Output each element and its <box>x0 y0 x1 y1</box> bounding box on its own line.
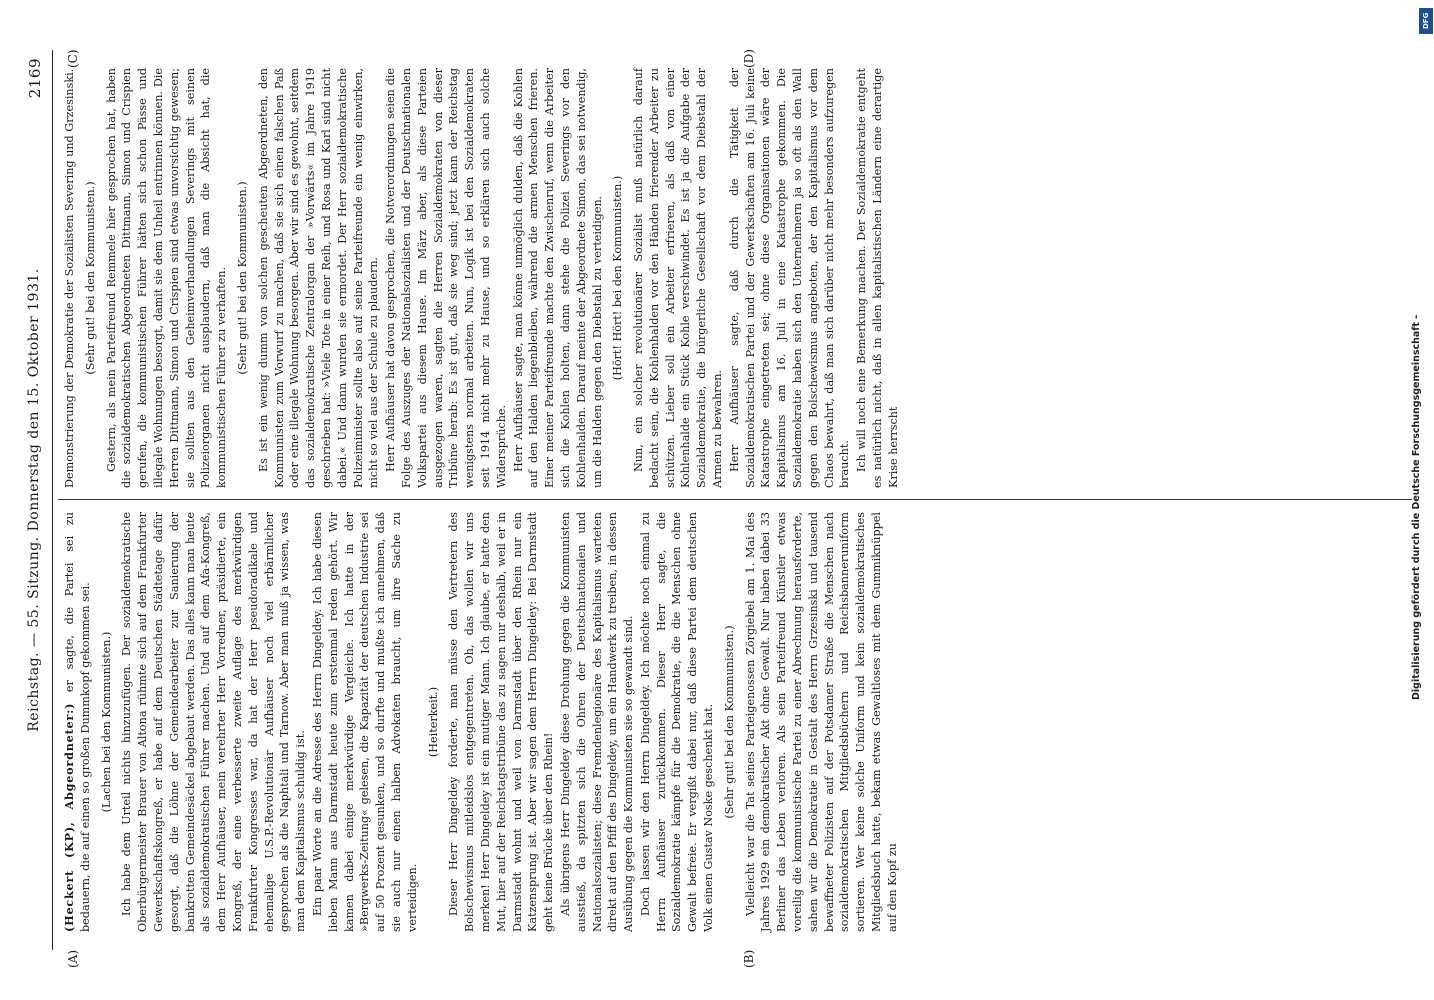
page-number: 2169 <box>26 58 44 99</box>
paragraph <box>511 68 606 488</box>
paragraph-text: Dieser Herr Dingeldey forderte, man müsse den Vertretern des Bolschewismus mitleidslos entgegentreten. Oh, das wollen wir uns merken! Herr Dingeldey ist ein mutiger Mann. Ich glaube, er hatte den Mut, hier auf der Reichstagstribüne das zu sagen nur deshalb, weil er in Darmstadt wohnt und weil von Darmstadt über den Rhein nur ein Katzensprung ist. Aber wir sagen dem Herrn Dingeldey: Bei Darmstadt geht keine Brücke über den Rhein! <box>447 512 556 932</box>
page-header <box>22 50 50 950</box>
paragraph <box>104 68 230 488</box>
rotated-page <box>22 49 1412 968</box>
paragraph <box>558 512 637 932</box>
paragraph <box>727 68 853 488</box>
paragraph-text: er sagte, die Partei sei zu bedauern, die auf einen so großen Dummkopf gekommen sei. <box>63 512 92 932</box>
paragraph-text: Ich habe dem Urteil nichts hinzuzufügen. Der sozialdemokratische Oberbürgermeister Brauer von Altona rühmte sich auf dem Frankfurter Gewerkschaftskongreß, er habe auf dem Deutschen Städtetage dafür gesorgt, daß die Löhne der Gemeindearbeiter zur Sanierung der bankrotten Gemeindesäckel abgebaut werden. Das alles kann man heute als sozialdemokratischen Führer machen. Und auf dem Afa-Kongreß, dem Herr Aufhäuser, mein verehrter Herr Vorredner, präsidierte, ein Kongreß, der eine verbesserte zweite Auflage des merkwürdigen Frankfurter Kongresses war, da hat der Herr pseudoradikale und ehemalige U.S.P.-Revolutionär Aufhäuser noch viel erbärmlicher gesprochen als die Naphtali und Tarnow. Aber man muß ja wissen, was man dem Kapitalismus schuldig ist. <box>120 512 308 932</box>
paragraph-text: Doch lassen wir den Herrn Dingeldey. Ich möchte noch einmal zu Herrn Aufhäuser zurückkommen. Dieser Herr sagte, die Sozialdemokratie kämpfe für die Demokratie, die die Menschen ohne Gewalt befreie. Er vergißt dabei nur, daß diese Partei dem deutschen Volk einen Gustav Noske geschenkt hat. <box>638 512 716 932</box>
paragraph <box>743 512 901 932</box>
paragraph-text: Ich will noch eine Bemerkung machen. Der Sozialdemokratie entgeht es natürlich nicht, daß in allen kapitalistischen Ländern eine derartige Krise herrscht <box>855 68 900 488</box>
paragraph-text: Herr Aufhäuser sagte, daß durch die Tätigkeit der Sozialdemokratischen Partei und der Gewerkschaften am 16. Juli keine Katastrophe eingetreten sei; ohne diese Organisationen wäre der Kapitalismus am 16. Juli in eine Katastrophe gekommen. Die Sozialdemokratie haben sich den Unternehmern ja so oft als den Wall gegen den Bolschewismus angeboten, der den Kapitalismus vor dem Chaos bewahrt, daß man sich darüber nicht mehr besonders aufzuregen braucht. <box>727 68 852 488</box>
paragraph <box>446 512 557 932</box>
paragraph <box>119 512 309 932</box>
dfg-logo: DFG <box>1419 8 1433 34</box>
paragraph <box>62 512 94 932</box>
header-rule <box>52 50 53 950</box>
interjection: (Heiterkeit.) <box>426 686 440 758</box>
interjection: (Sehr gut! bei den Kommunisten.) <box>83 181 97 375</box>
paragraph-text: Herr Aufhäuser sagte, man könne unmöglich dulden, daß die Kohlen auf den Halden liegenbleiben, während die armen Menschen frieren. Einer meiner Parteifreunde machte den Zwischenruf, wenn die Arbeiter sich die Kohlen holten, dann stehe die Polizei Severings vor den Kohlenhalden. Darauf meinte der Abgeordnete Simon, das sei notwendig, um die Halden gegen den Diebstahl zu verteidigen. <box>511 68 604 488</box>
paragraph-text: Demonstrierung der Demokratie der Sozialisten Severing und Grzesinski. <box>63 68 76 488</box>
paragraph <box>631 68 726 488</box>
digitization-credit: Digitalisierung gefördert durch die Deutsche Forschungsgemeinschaft - <box>1411 314 1422 700</box>
paragraph-text: Vielleicht war die Tat seines Parteigenossen Zörgiebel am 1. Mai des Jahres 1929 ein demokratischer Akt ohne Gewalt. Nur haben dabei 33 Berliner das Leben verloren. Als sein Parteifreund Künstler etwas voreilig die kommunistische Partei zu einer Abrechnung herausforderte, sahen wir die Demokratie in Gestalt des Herrn Grzesinski und tausend bewaffneter Polizisten auf der Potsdamer Straße die Menschen nach sozialdemokratischen Mitgliedsbüchern und Reichsbanneruniform sortieren. Wer keine solche Uniform und kein sozialdemokratisches Mitgliedsbuch hatte, bekam etwas Gewaltloses mit dem Gummiknüppel auf den Kopf zu <box>743 512 899 932</box>
margin-mark-d: (D) <box>742 49 756 68</box>
speaker-label: (Heckert (KP), Abgeordneter:) <box>62 702 76 932</box>
left-column <box>62 512 1412 932</box>
interjection: (Sehr gut! bei den Kommunisten.) <box>235 181 249 375</box>
paragraph-text: Herr Aufhäuser hat davon gesprochen, die Notverordnungen seien die Folge des Auszuges der Nationalsozialisten und der Deutschnationalen Volkspartei aus diesem Hause. Im März aber, als diese Parteien ausgezogen waren, sagten die Herren Sozialdemokraten von dieser Tribüne herab: Es ist gut, daß sie weg sind; jetzt kann der Reichstag wenigstens normal arbeiten. Nun, Logik ist bei den Sozialdemokraten seit 1914 nicht mehr zu Hause, und so erklären sich auch solche Widersprüche. <box>384 68 508 488</box>
paragraph <box>310 512 421 932</box>
interjection: (Lachen bei den Kommunisten.) <box>99 631 113 813</box>
paragraph <box>854 68 901 488</box>
paragraph-text: Als übrigens Herr Dingeldey diese Drohung gegen die Kommunisten ausstieß, da spitzten sich die Ohren der Deutschnationalen und Nationalsozialisten; diese Fremdenlegionäre des Kapitalismus warteten direkt auf den Pfiff des Dingeldey, um ein Handwerk zu treiben, in dessen Ausübung gegen die Kommunisten sie so gewandt sind. <box>558 512 636 932</box>
paragraph <box>383 68 509 488</box>
interjection: (Sehr gut! bei den Kommunisten.) <box>722 625 736 819</box>
margin-mark-a: (A) <box>66 949 80 968</box>
running-title: Reichstag. — 55. Sitzung. Donnerstag den 15. Oktober 1931. <box>26 268 42 732</box>
paragraph-text: Gestern, als mein Parteifreund Remmele hier gesprochen hat, haben die sozialdemokratischen Abgeordneten Dittmann, Simon und Crispien gerufen, die kommunistischen Führer hätten sich schon Pässe und illegale Wohnungen besorgt, damit sie dem Unheil entrinnen können. Die Herren Dittmann, Simon und Crispien sind etwas unvorsichtig gewesen; sie sollten aus den Geheimverhandlungen Severings mit seinen Polizeiorganen nicht ausplaudern, daß man die Absicht hat, die kommunistischen Führer zu verhaften. <box>104 68 229 488</box>
margin-mark-c: (C) <box>66 49 80 68</box>
right-column <box>62 68 1412 488</box>
paragraph-text: Nun, ein solcher revolutionärer Sozialist muß natürlich darauf bedacht sein, die Kohlenhalden vor den Händen frierender Arbeiter zu schützen. Lieber soll ein Arbeiter erfrieren, als daß von einer Kohlenhalde ein Stück Kohle verschwindet. Es ist ja die Aufgabe der Sozialdemokratie, die bürgerliche Gesellschaft vor dem Diebstahl der Armen zu bewahren. <box>632 68 725 488</box>
paragraph <box>256 68 382 488</box>
paragraph <box>638 512 717 932</box>
interjection: (Hört! Hört! bei den Kommunisten.) <box>611 175 625 381</box>
column-divider <box>58 499 1412 500</box>
paragraph <box>62 68 78 488</box>
paragraph-text: Es ist ein wenig dumm von solchen gescheuten Abgeordneten, den Kommunisten zum Vorwurf zu machen, daß sie sich einen falschen Paß oder eine illegale Wohnung besorgen. Aber wir sind es gewohnt, seitdem das sozialdemokratische Zentralorgan der »Vorwärts« im Jahre 1919 geschrieben hat: »Viele Tote in einer Reih, und Rosa und Karl sind nicht dabei.« Und dann wurden sie ermordet. Der Herr sozialdemokratische Polizeiminister sollte also auf seine Parteifreunde ein wenig einwirken, nicht so viel aus der Schule zu plaudern. <box>256 68 381 488</box>
margin-mark-b: (B) <box>742 949 756 968</box>
paragraph-text: Ein paar Worte an die Adresse des Herrn Dingeldey. Ich habe diesen lieben Mann aus Darmstadt heute zum erstenmal reden gehört. Wir kamen dabei einige merkwürdige Vergleiche. Ich hatte in der »Bergwerks-Zeitung« gelesen, die Kapazität der deutschen Industrie sei auf 50 Prozent gesunken, und so durfte und mußte ich annehmen, daß sie auch nur einen halben Advokaten braucht, um ihre Sache zu verteidigen. <box>310 512 419 932</box>
